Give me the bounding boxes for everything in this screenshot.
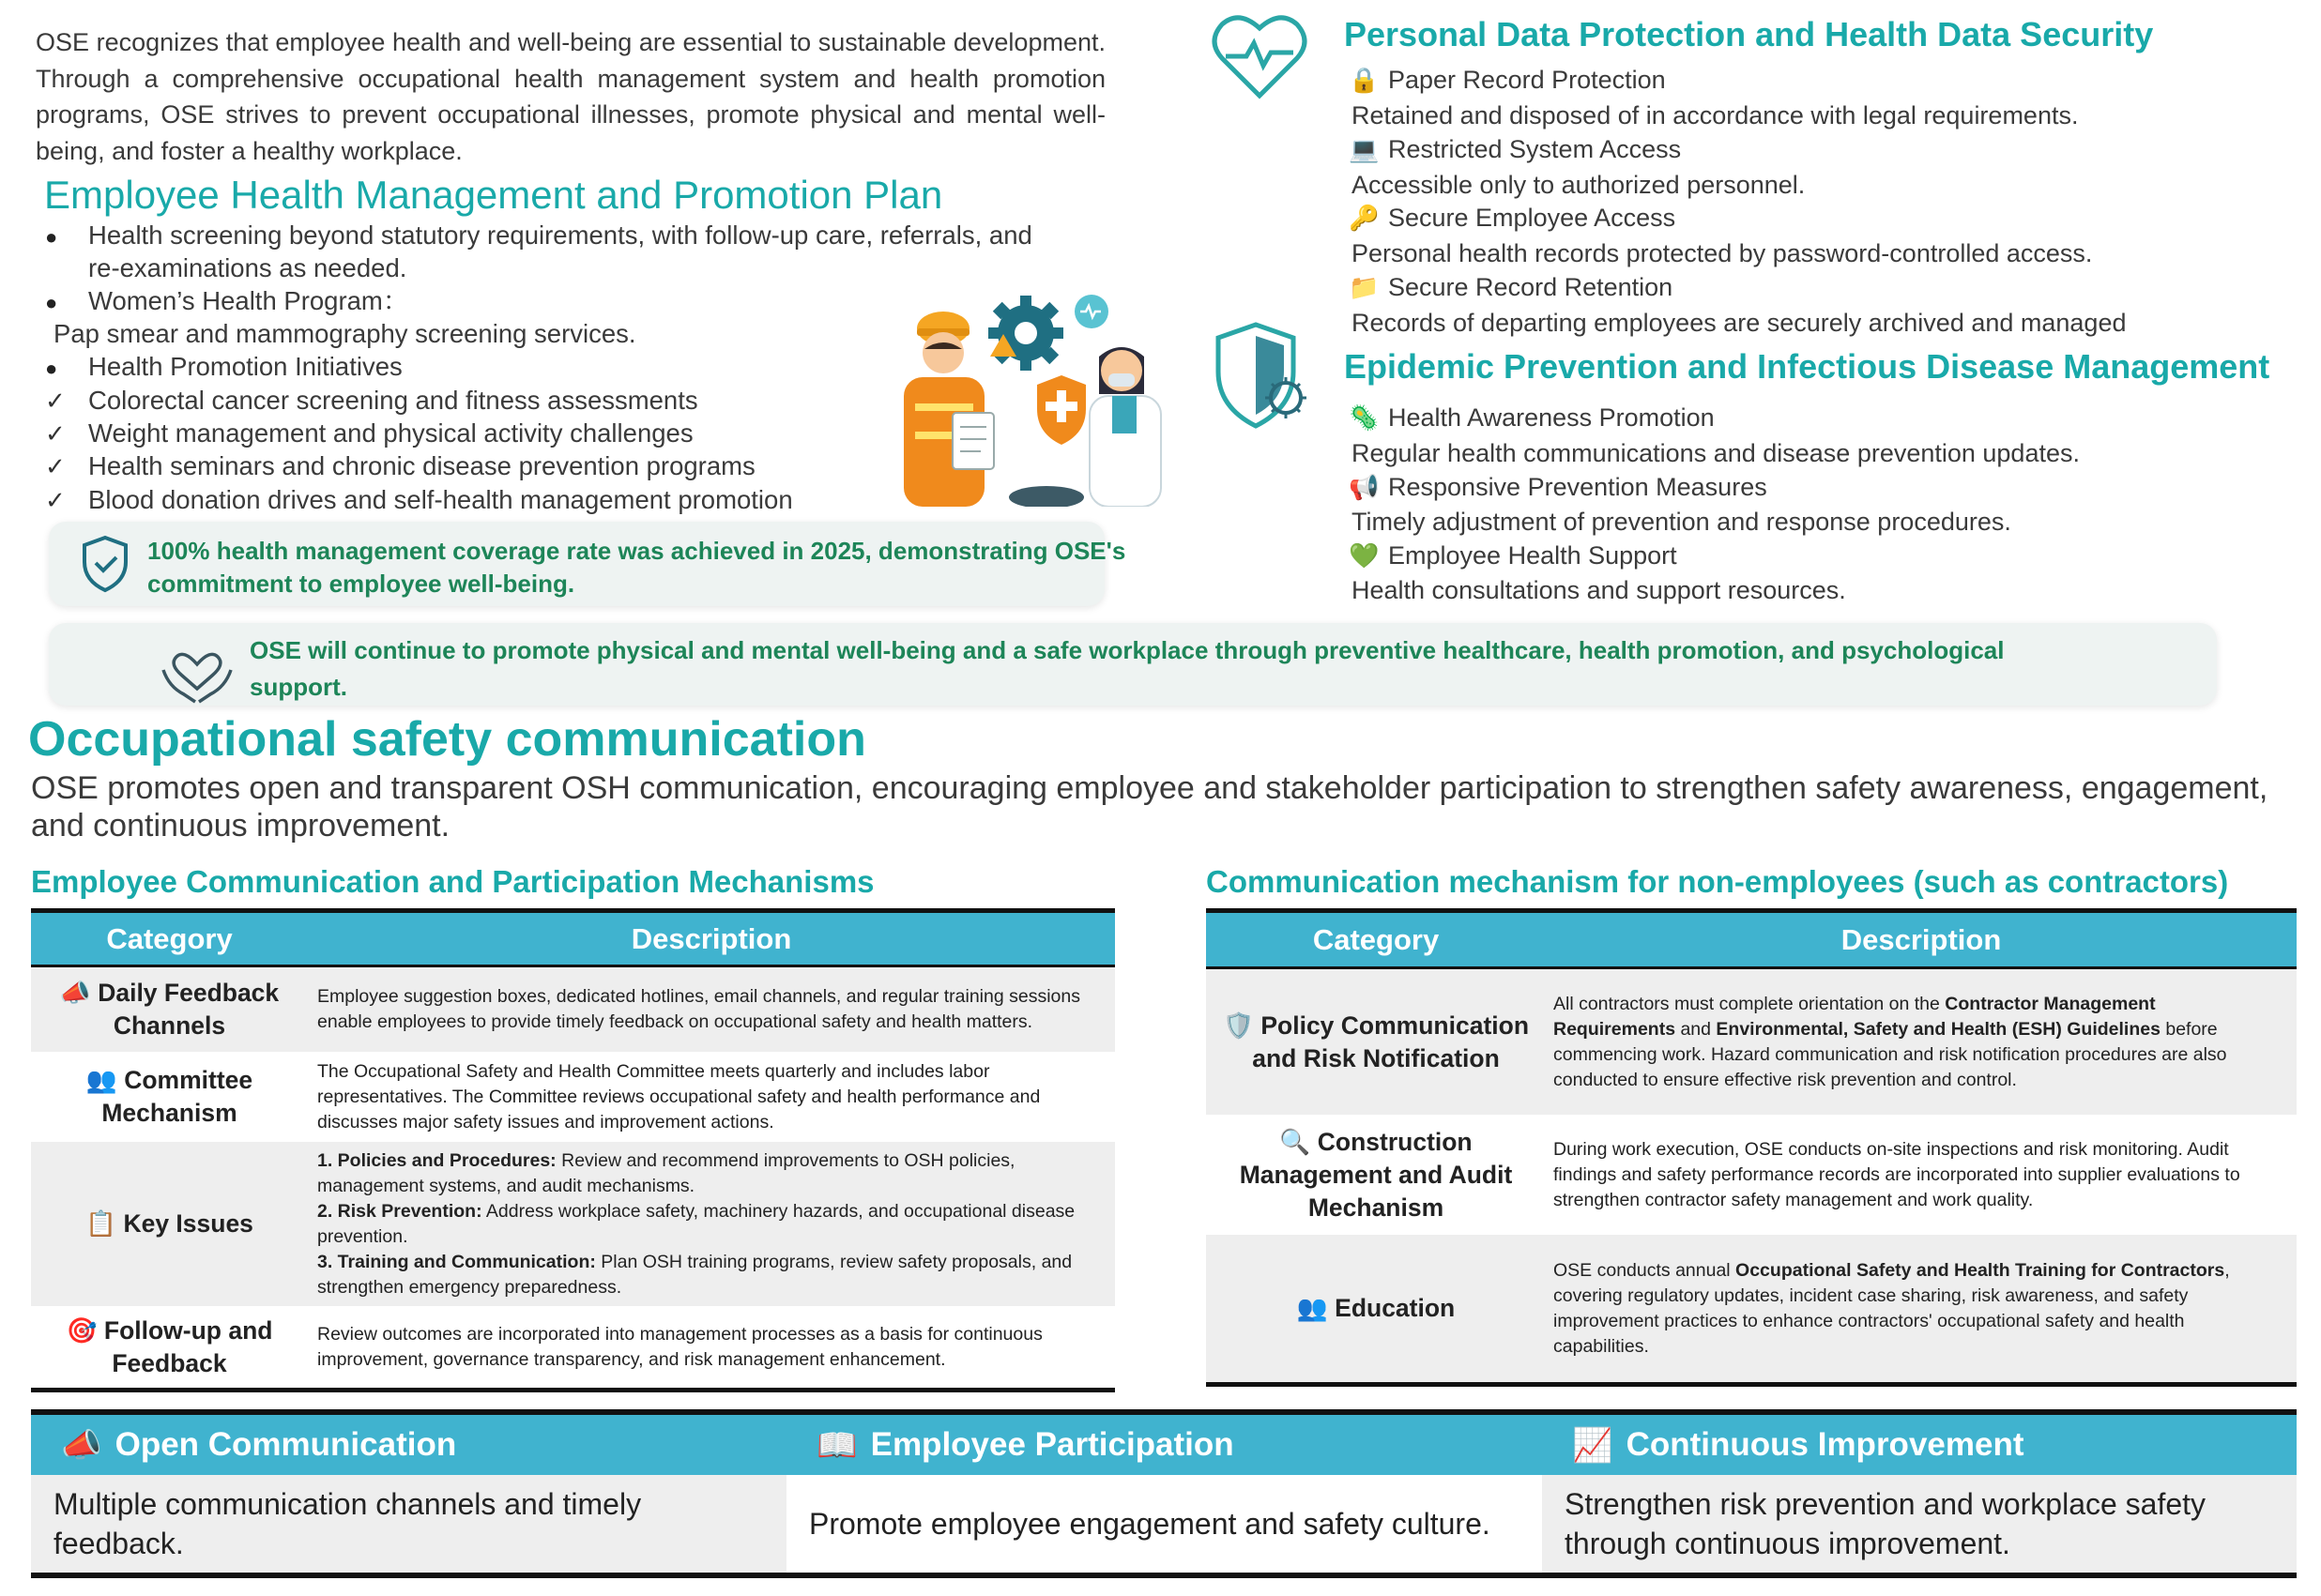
lock-icon: 🔒 (1349, 66, 1380, 94)
shield-icon: 🛡️ (1222, 1011, 1254, 1040)
bullet-icon: ● (45, 357, 58, 380)
check-item: ✓ Blood donation drives and self-health management promotion (45, 485, 793, 514)
coverage-line-1: 100% health management coverage rate was achieved in 2025, demonstrating OSE's (147, 537, 1126, 565)
epidemic-item-head: 💚 Employee Health Support (1349, 541, 1677, 570)
plan-title: Employee Health Management and Promotion Plan (44, 173, 943, 217)
table-header (31, 913, 1115, 967)
epidemic-item-head: 🦠 Health Awareness Promotion (1349, 403, 1715, 432)
row-description: During work execution, OSE conducts on-site inspections and risk monitoring. Audit findings and safety performance records are incorporated into supplier evaluations to strengthen contractor safety management and work quality. (1553, 1138, 2240, 1210)
heart-pulse-icon (1209, 6, 1310, 103)
table-row (31, 1142, 1115, 1306)
pillar-body: Strengthen risk prevention and workplace safety through continuous improvement. (1542, 1475, 2297, 1573)
table-header (1206, 913, 2297, 969)
doctor-figure (1090, 347, 1161, 507)
folder-icon: 📁 (1349, 273, 1380, 301)
data-item-head: 🔒 Paper Record Protection (1349, 66, 1666, 94)
row-description: The Occupational Safety and Health Committee meets quarterly and includes labor representatives. The Committee reviews occupational safety and health performance and discusses major safety issues and improvement actions. (317, 1060, 1041, 1132)
row-description: Review outcomes are incorporated into management processes as a basis for continuous improvement, governance transparency, and risk management enhancement. (317, 1323, 1043, 1370)
bullet-icon: ● (45, 291, 58, 314)
table-row (31, 1306, 1115, 1388)
table-row (1206, 1115, 2297, 1235)
check-icon: ✓ (45, 486, 66, 514)
data-item-head: 🔑 Secure Employee Access (1349, 204, 1676, 232)
row-category: 🎯 Follow-up and Feedback (66, 1315, 273, 1377)
epidemic-item-desc: Health consultations and support resources. (1351, 576, 1846, 604)
table-row (31, 1052, 1115, 1142)
epidemic-item-desc: Timely adjustment of prevention and response procedures. (1351, 508, 2011, 536)
commitment-line-1: OSE will continue to promote physical and mental well-being and a safe workplace through preventive healthcare, health promotion, and psychological (250, 636, 2005, 664)
virus-shield-icon (1209, 319, 1314, 441)
chart-up-icon: 📈 (1572, 1426, 1613, 1464)
check-item: ✓ Health seminars and chronic disease prevention programs (45, 451, 756, 480)
book-icon: 📖 (817, 1426, 858, 1464)
medical-shield-icon (1037, 375, 1086, 445)
row-description: OSE conducts annual Occupational Safety and Health Training for Contractors, covering regulatory updates, incident case sharing, risk awareness, and safety improvement practices to enhance contractors' occupational safety and health capabilities. (1553, 1259, 2230, 1357)
contractor-table-title: Communication mechanism for non-employees (such as contractors) (1206, 864, 2229, 899)
row-category: 🔍 Construction Management and Audit Mechanism (1239, 1127, 1513, 1222)
list-item-continued: re-examinations as needed. (88, 253, 407, 282)
row-description: All contractors must complete orientation on the Contractor Management Requirements and Environmental, Safety and Health (ESH) Guidelines before commencing work. Hazard communication and risk notification procedures are also conducted to ensure effective risk prevention and control. (1553, 993, 2227, 1090)
row-category: 📋 Key Issues (85, 1209, 253, 1238)
data-item-desc: Accessible only to authorized personnel. (1351, 171, 1806, 199)
check-icon: ✓ (45, 452, 66, 480)
list-item-sub: Pap smear and mammography screening services. (53, 319, 636, 348)
worker-figure (904, 312, 994, 507)
list-item: ● Health screening beyond statutory requirements, with follow-up care, referrals, and (45, 220, 1032, 253)
clipboard-icon: 📋 (85, 1209, 117, 1238)
target-icon: 🎯 (66, 1315, 98, 1345)
intro-paragraph: OSE recognizes that employee health and well-being are essential to sustainable development. Through a comprehensive occupational health management system and health promotion programs, OSE strives to prevent occupational illnesses, promote physical and mental well-being, and foster a healthy workplace. (36, 28, 1106, 165)
heart-hands-icon (158, 629, 237, 704)
check-item: ✓ Weight management and physical activity challenges (45, 418, 694, 448)
green-heart-icon: 💚 (1349, 541, 1380, 570)
data-item-head: 💻 Restricted System Access (1349, 135, 1682, 163)
data-protection-title: Personal Data Protection and Health Data Security (1344, 15, 2154, 53)
data-item-head: 📁 Secure Record Retention (1349, 273, 1673, 301)
health-illustration (887, 291, 1168, 507)
check-icon: ✓ (45, 419, 66, 448)
pillar-header: 📖 Employee Participation (786, 1415, 1542, 1475)
table-row (1206, 1235, 2297, 1382)
list-item: ● Health Promotion Initiatives (45, 351, 403, 385)
bullet-icon: ● (45, 225, 58, 249)
gear-icon (988, 296, 1063, 371)
check-item: ✓ Colorectal cancer screening and fitness assessments (45, 386, 698, 415)
col-description: Description (1840, 922, 2002, 956)
megaphone-icon: 📢 (1349, 473, 1380, 501)
employee-table (31, 908, 1115, 1392)
epidemic-item-desc: Regular health communications and disease prevention updates. (1351, 439, 2080, 467)
pillar-body: Multiple communication channels and timely feedback. (31, 1475, 786, 1573)
data-item-desc: Records of departing employees are securely archived and managed (1351, 309, 2127, 337)
people-icon: 👥 (85, 1066, 117, 1094)
row-description: 1. Policies and Procedures: Review and recommend improvements to OSH policies, management systems, and audit mechanisms. 2. Risk Prevention: Address workplace safety, machinery hazards, and occupational disease prevention. 3. Training and Communication: Plan OSH training programs, review safety proposals, and strengthen emergency preparedness. (317, 1149, 1076, 1298)
megaphone-icon: 📣 (61, 1426, 102, 1464)
contractor-table (1206, 908, 2297, 1387)
row-category: 👥 Education (1296, 1294, 1456, 1322)
col-category: Category (106, 921, 233, 955)
epidemic-title: Epidemic Prevention and Infectious Disease Management (1344, 347, 2270, 386)
col-category: Category (1312, 922, 1440, 956)
row-category: 👥 Committee Mechanism (85, 1066, 253, 1127)
shield-check-icon (79, 535, 131, 593)
row-category: 🛡️ Policy Communication and Risk Notification (1222, 1011, 1530, 1072)
pillar-header: 📈 Continuous Improvement (1542, 1415, 2297, 1475)
pillar-header: 📣 Open Communication (31, 1415, 786, 1475)
people-icon: 👥 (1296, 1294, 1328, 1322)
osc-title: Occupational safety communication (28, 712, 866, 767)
key-icon: 🔑 (1349, 204, 1380, 232)
row-description: Employee suggestion boxes, dedicated hotlines, email channels, and regular training sessions enable employees to provide timely feedback on occupational safety and health matters. (317, 986, 1080, 1032)
epidemic-item-head: 📢 Responsive Prevention Measures (1349, 473, 1767, 501)
computer-icon: 💻 (1349, 135, 1380, 163)
osc-intro: OSE promotes open and transparent OSH communication, encouraging employee and stakeholder participation to strengthen safety awareness, engagement, and continuous improvement. (31, 770, 2268, 844)
list-item: ● Women’s Health Program： (45, 285, 408, 319)
employee-table-title: Employee Communication and Participation Mechanisms (31, 864, 875, 899)
check-icon: ✓ (45, 387, 66, 415)
coverage-line-2: commitment to employee well-being. (147, 570, 575, 598)
data-item-desc: Retained and disposed of in accordance with legal requirements. (1351, 101, 2079, 129)
commitment-line-2: support. (250, 673, 347, 701)
pillar-body: Promote employee engagement and safety culture. (786, 1475, 1542, 1573)
data-item-desc: Personal health records protected by password-controlled access. (1351, 239, 2093, 267)
magnifier-icon: 🔍 (1279, 1127, 1311, 1156)
table-row (1206, 969, 2297, 1115)
col-description: Description (631, 921, 792, 955)
table-row (31, 967, 1115, 1052)
megaphone-icon: 📣 (59, 979, 91, 1007)
row-category: 📣 Daily Feedback Channels (59, 979, 280, 1040)
divider (31, 1573, 2297, 1578)
virus-icon: 🦠 (1349, 403, 1380, 432)
